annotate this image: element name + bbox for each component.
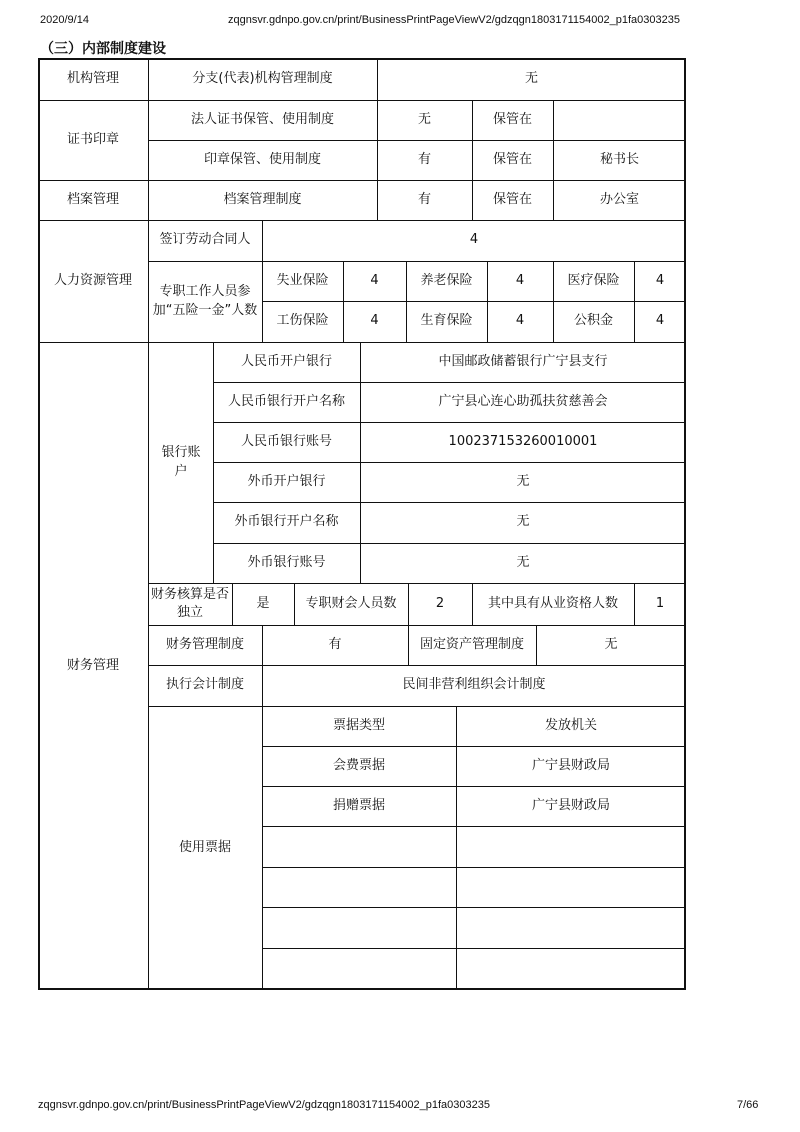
insurance-value: 4 <box>515 313 525 329</box>
insurance-value: 4 <box>370 313 379 329</box>
bill-type <box>262 948 456 990</box>
bill-issuer <box>456 948 686 990</box>
insurance-value: 4 <box>655 272 665 288</box>
insurance-label: 医疗保险 <box>567 272 620 288</box>
finance-system-label: 财务管理制度 <box>165 636 244 652</box>
fixed-asset-label: 固定资产管理制度 <box>419 636 524 652</box>
bill-type <box>262 907 456 948</box>
org-mgmt-value: 无 <box>524 70 538 86</box>
cert-keeper-label: 保管在 <box>492 111 532 127</box>
bank-row-value: 无 <box>516 554 530 570</box>
cert-value: 无 <box>417 111 431 127</box>
bank-account-label: 银行账户 <box>161 444 201 479</box>
bank-row-label: 外币银行账号 <box>247 554 326 570</box>
accountants-label: 专职财会人员数 <box>305 595 397 611</box>
independent-accounting-value: 是 <box>256 595 270 611</box>
insurance-label: 生育保险 <box>420 313 473 329</box>
hr-contract-value: 4 <box>469 232 479 248</box>
qualified-value: 1 <box>655 595 665 611</box>
cert-keeper <box>553 100 686 140</box>
accounting-system-label: 执行会计制度 <box>165 677 244 693</box>
bill-type <box>262 826 456 867</box>
insurance-value: 4 <box>655 313 665 329</box>
seal-item: 印章保管、使用制度 <box>203 151 321 167</box>
bank-row-label: 外币开户银行 <box>247 473 326 489</box>
finance-label: 财务管理 <box>66 657 119 673</box>
archive-item: 档案管理制度 <box>223 191 302 207</box>
bank-row-value: 中国邮政储蓄银行广宁县支行 <box>438 353 608 369</box>
bills-header-type: 票据类型 <box>332 717 385 733</box>
finance-system-value: 有 <box>328 636 342 652</box>
print-url-header: zqgnsvr.gdnpo.gov.cn/print/BusinessPrintPageViewV2/gdzqgn1803171154002_p1fa0303235 <box>228 14 680 26</box>
bank-row-label: 人民币开户银行 <box>240 353 332 369</box>
archive-value: 有 <box>417 191 431 207</box>
fixed-asset-value: 无 <box>604 636 618 652</box>
bills-header-issuer: 发放机关 <box>544 717 597 733</box>
bank-row-value: 无 <box>516 473 530 489</box>
archive-keeper: 办公室 <box>599 191 639 207</box>
insurance-label: 公积金 <box>573 313 613 329</box>
insurance-label: 工伤保险 <box>276 313 329 329</box>
seal-value: 有 <box>417 151 431 167</box>
bill-issuer <box>456 826 686 867</box>
archive-label: 档案管理 <box>66 191 119 207</box>
bill-issuer: 广宁县财政局 <box>531 797 610 813</box>
insurance-value: 4 <box>370 272 379 288</box>
bank-row-value: 无 <box>516 514 530 530</box>
accountants-value: 2 <box>435 595 445 611</box>
org-mgmt-item: 分支(代表)机构管理制度 <box>192 70 333 86</box>
page-number: 7/66 <box>737 1099 759 1111</box>
cert-item: 法人证书保管、使用制度 <box>190 111 334 127</box>
bank-row-value: 100237153260010001 <box>448 433 598 449</box>
bill-type: 会费票据 <box>332 757 385 773</box>
hr-contract-label: 签订劳动合同人 <box>159 232 251 248</box>
print-url-footer: zqgnsvr.gdnpo.gov.cn/print/BusinessPrintPageViewV2/gdzqgn1803171154002_p1fa0303235 <box>38 1099 490 1111</box>
qualified-label: 其中具有从业资格人数 <box>487 595 618 611</box>
insurance-label: 失业保险 <box>276 272 329 288</box>
insurance-label: 养老保险 <box>420 272 473 288</box>
hr-staff-label: 专职工作人员参加“五险一金”人数 <box>152 283 258 318</box>
bank-row-label: 外币银行开户名称 <box>234 514 339 530</box>
hr-label: 人力资源管理 <box>53 272 132 288</box>
section-title: （三）内部制度建设 <box>40 41 166 57</box>
bill-issuer <box>456 907 686 948</box>
bill-type: 捐赠票据 <box>332 797 385 813</box>
seal-keeper-label: 保管在 <box>492 151 532 167</box>
bank-row-label: 人民币银行账号 <box>240 433 332 449</box>
bill-issuer: 广宁县财政局 <box>531 757 610 773</box>
archive-keeper-label: 保管在 <box>492 191 532 207</box>
bill-type <box>262 867 456 907</box>
bank-row-value: 广宁县心连心助孤扶贫慈善会 <box>438 393 608 409</box>
print-date: 2020/9/14 <box>40 14 89 26</box>
bills-label: 使用票据 <box>178 839 231 855</box>
seal-keeper: 秘书长 <box>599 151 639 167</box>
bank-row-label: 人民币银行开户名称 <box>227 393 345 409</box>
org-mgmt-label: 机构管理 <box>66 70 119 86</box>
cert-seal-label: 证书印章 <box>66 131 119 147</box>
insurance-value: 4 <box>515 272 525 288</box>
independent-accounting-label: 财务核算是否独立 <box>150 587 229 620</box>
bill-issuer <box>456 867 686 907</box>
accounting-system-value: 民间非营利组织会计制度 <box>402 677 546 693</box>
